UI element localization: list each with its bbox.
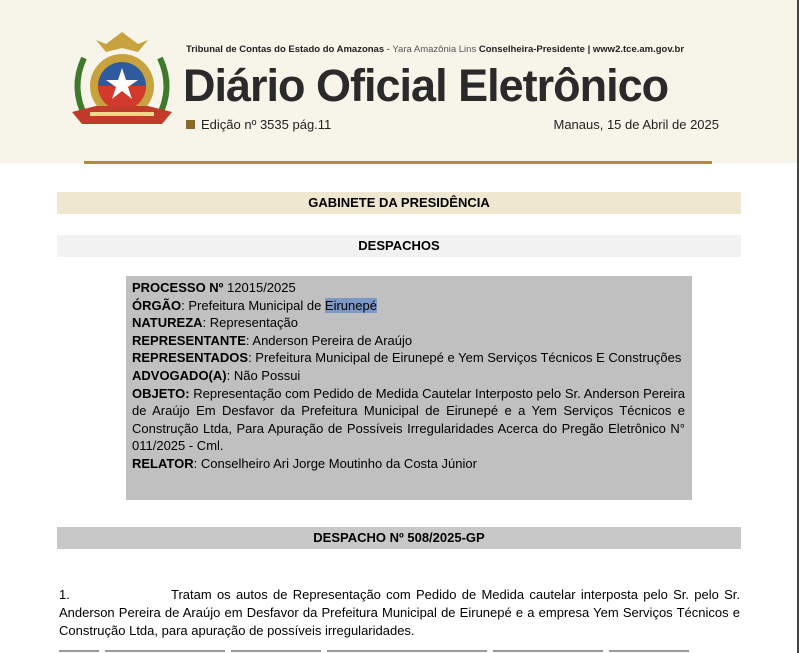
paragraph-number: 1. bbox=[59, 587, 70, 602]
relator-label: RELATOR bbox=[132, 455, 194, 471]
edition-text: Edição nº 3535 pág.11 bbox=[201, 117, 332, 132]
representante-value: : Anderson Pereira de Araújo bbox=[245, 332, 413, 348]
representados-label: REPRESENTADOS bbox=[132, 350, 249, 366]
orgao-line bbox=[132, 297, 685, 315]
selected-text-highlight[interactable]: Eirunepé bbox=[324, 297, 377, 313]
president-role: Conselheira-Presidente bbox=[478, 44, 585, 55]
page-title: Diário Oficial Eletrônico bbox=[183, 60, 669, 111]
president-name: Yara Amazônia Lins bbox=[392, 44, 477, 55]
header-topline bbox=[186, 44, 684, 55]
objeto-label: OBJETO: bbox=[132, 385, 190, 401]
advogado-label: ADVOGADO(A) bbox=[132, 367, 227, 383]
page-header bbox=[0, 0, 797, 163]
natureza-line bbox=[132, 314, 685, 332]
natureza-value: : Representação bbox=[202, 315, 298, 331]
publication-date: Manaus, 15 de Abril de 2025 bbox=[553, 117, 719, 132]
advogado-line bbox=[132, 367, 685, 385]
website-link[interactable]: www2.tce.am.gov.br bbox=[592, 44, 685, 55]
relator-value: : Conselheiro Ari Jorge Moutinho da Costa Júnior bbox=[193, 455, 477, 471]
relator-line bbox=[132, 455, 685, 473]
natureza-label: NATUREZA bbox=[132, 315, 203, 331]
next-line-cutoff bbox=[59, 646, 740, 653]
objeto-value: Representação com Pedido de Medida Cautelar Interposto pelo Sr. Anderson Pereira de Araújo Em Desfavor da Prefeitura Municipal de Eirunepé e a Yem Serviços Técnicos e Construção Ltda, Para Apuração de Possíveis Irregularidades Acerca do Pregão Eletrônico N° 011/2025 - Cml. bbox=[132, 385, 685, 454]
despacho-paragraph bbox=[59, 586, 740, 640]
representados-line bbox=[132, 349, 685, 367]
edition-info bbox=[186, 117, 331, 132]
paragraph-text: Tratam os autos de Representação com Pedido de Medida cautelar interposta pelo Sr. pelo Sr. Anderson Pereira de Araújo em Desfavor da Prefeitura Municipal de Eirunepé e a empresa Yem Serviços Técnicos e Construção Ltda, para apuração de possíveis irregularidades. bbox=[59, 587, 740, 638]
topline-divider: | bbox=[584, 44, 593, 55]
processo-value: 12015/2025 bbox=[223, 280, 296, 295]
processo-label: PROCESSO Nº bbox=[132, 280, 224, 295]
objeto-line bbox=[132, 385, 685, 455]
orgao-label: ÓRGÃO bbox=[132, 297, 182, 313]
header-divider bbox=[84, 161, 712, 164]
section-heading-gabinete: GABINETE DA PRESIDÊNCIA bbox=[57, 192, 741, 214]
section-heading-despachos: DESPACHOS bbox=[57, 235, 741, 257]
processo-line bbox=[132, 279, 685, 297]
representante-line bbox=[132, 332, 685, 350]
advogado-value: : Não Possui bbox=[226, 367, 301, 383]
section-heading-despacho-number: DESPACHO Nº 508/2025-GP bbox=[57, 527, 741, 549]
tce-am-coat-of-arms-icon bbox=[66, 28, 178, 136]
case-summary-box bbox=[126, 276, 692, 500]
representante-label: REPRESENTANTE bbox=[132, 332, 246, 348]
topline-separator: - bbox=[384, 44, 393, 55]
orgao-value: : Prefeitura Municipal de bbox=[181, 297, 325, 313]
edition-square-icon bbox=[186, 120, 195, 129]
representados-value: : Prefeitura Municipal de Eirunepé e Yem Serviços Técnicos E Construções bbox=[248, 350, 682, 366]
institution-name: Tribunal de Contas do Estado do Amazonas bbox=[186, 44, 385, 55]
